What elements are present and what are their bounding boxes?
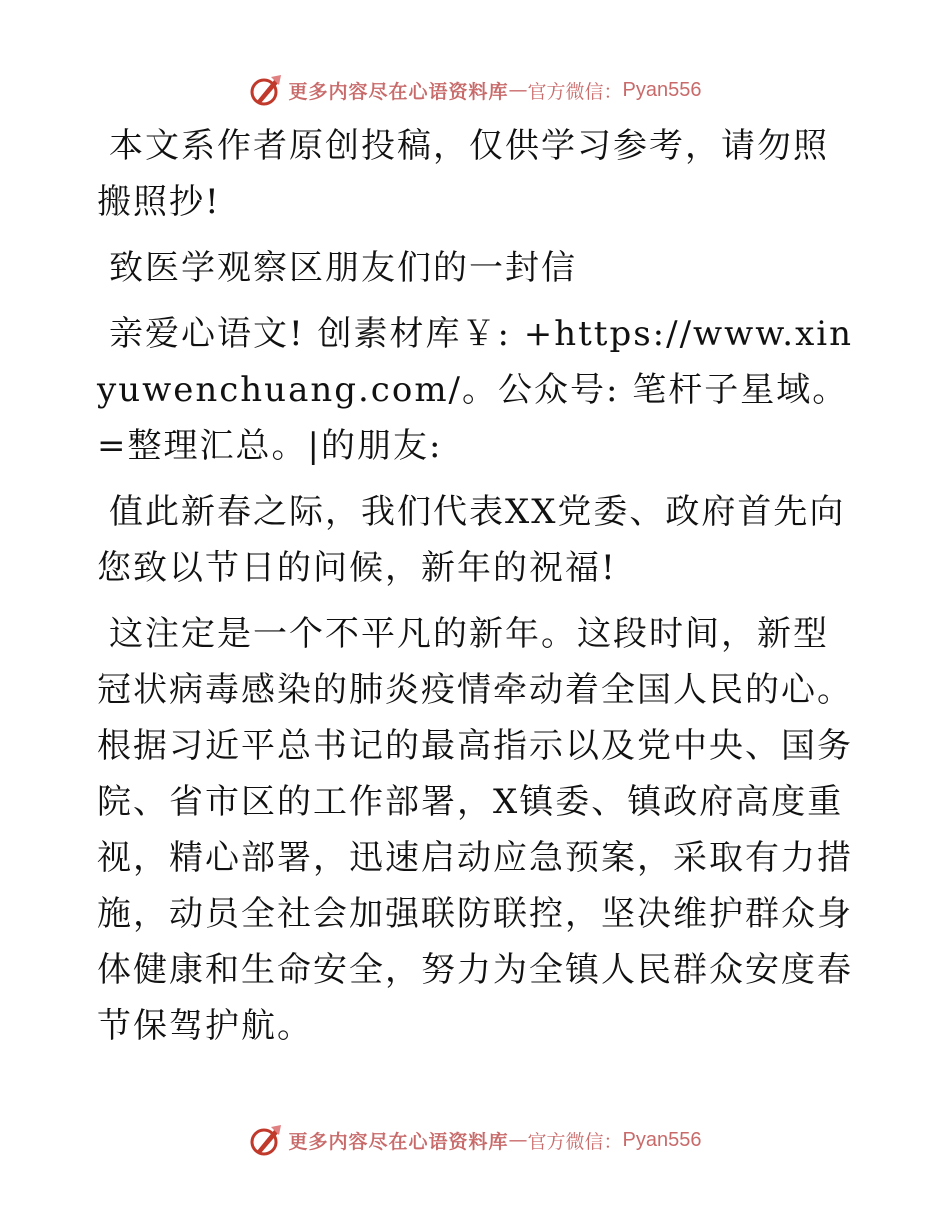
- header-banner: [0, 70, 950, 110]
- banner-wechat-id: Pyan556: [622, 1128, 702, 1151]
- quill-logo-icon: [249, 73, 283, 107]
- paragraph-disclaimer: 本文系作者原创投稿，仅供学习参考，请勿照搬照抄!: [97, 126, 829, 222]
- paragraph-greeting: 值此新春之际，我们代表XX党委、政府首先向您致以节日的问候，新年的祝福!: [97, 492, 846, 588]
- footer-banner: [0, 1120, 950, 1160]
- quill-logo-icon: [249, 1123, 283, 1157]
- banner-dash: —: [508, 1129, 528, 1151]
- paragraph-title: 致医学观察区朋友们的一封信: [109, 248, 577, 288]
- banner-main-text: 更多内容尽在心语资料库: [288, 80, 509, 103]
- banner-main-text: 更多内容尽在心语资料库: [288, 1130, 509, 1153]
- banner-dash: —: [508, 79, 528, 101]
- document-body: [97, 118, 857, 1064]
- paragraph-salutation: 亲爱心语文! 创素材库￥: +https://www.xinyuwenchuang.com/。公众号: 笔杆子星域。=整理汇总。|的朋友:: [97, 314, 854, 466]
- banner-wechat-id: Pyan556: [622, 78, 702, 101]
- banner-wechat-label: 官方微信：: [527, 1130, 623, 1153]
- paragraph-body: 这注定是一个不平凡的新年。这段时间，新型冠状病毒感染的肺炎疫情牵动着全国人民的心。根据习近平总书记的最高指示以及党中央、国务院、省市区的工作部署，X镇委、镇政府高度重视，精心部署，迅速启动应急预案，采取有力措施，动员全社会加强联防联控，坚决维护群众身体健康和生命安全，努力为全镇人民群众安度春节保驾护航。: [97, 614, 853, 1046]
- banner-wechat-label: 官方微信：: [527, 80, 623, 103]
